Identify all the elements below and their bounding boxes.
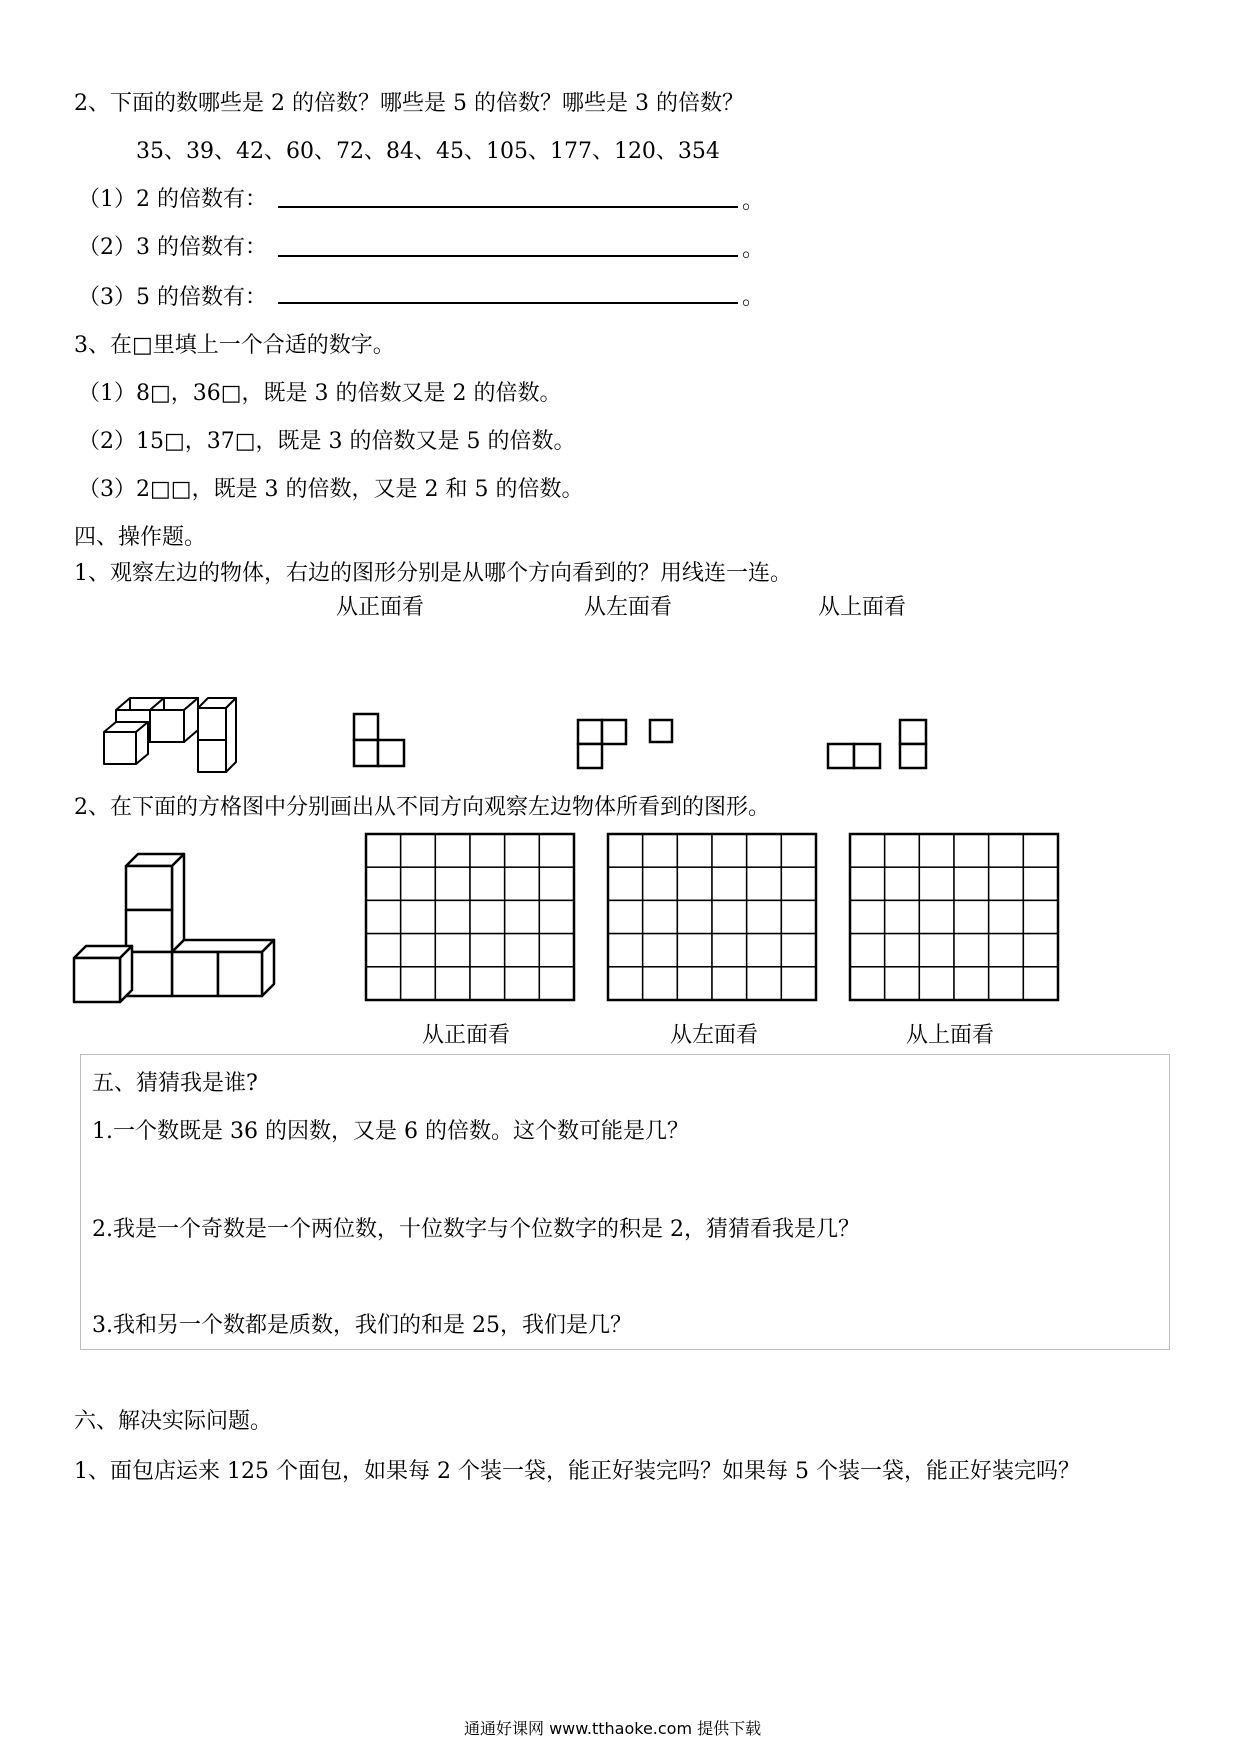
answer-line-3[interactable] xyxy=(278,302,738,304)
grid-cell[interactable] xyxy=(954,934,989,967)
grid-cell[interactable] xyxy=(954,900,989,933)
grid-cell[interactable] xyxy=(435,967,470,1000)
grid-cell[interactable] xyxy=(885,934,920,967)
grid-label-left: 从左面看 xyxy=(670,1023,759,1048)
grid-cell[interactable] xyxy=(850,834,885,867)
grid-cell[interactable] xyxy=(919,834,954,867)
grid-cell[interactable] xyxy=(885,867,920,900)
q2-title: 2、下面的数哪些是 2 的倍数？哪些是 5 的倍数？哪些是 3 的倍数？ xyxy=(74,91,744,116)
grid-cell[interactable] xyxy=(850,934,885,967)
grid-cell[interactable] xyxy=(643,934,678,967)
grid-cell[interactable] xyxy=(712,834,747,867)
grid-cell[interactable] xyxy=(539,867,574,900)
grid-cell[interactable] xyxy=(366,834,401,867)
section5-box xyxy=(80,1054,1170,1350)
grid-cell[interactable] xyxy=(470,934,505,967)
grid-cell[interactable] xyxy=(1023,967,1058,1000)
grid-cell[interactable] xyxy=(505,900,540,933)
q1-stack-figure xyxy=(194,696,238,774)
grid-cell[interactable] xyxy=(401,834,436,867)
grid-cell[interactable] xyxy=(781,867,816,900)
grid-cell[interactable] xyxy=(435,934,470,967)
grid-cell[interactable] xyxy=(608,900,643,933)
grid-cell[interactable] xyxy=(919,967,954,1000)
grid-cell[interactable] xyxy=(539,967,574,1000)
grid-cell[interactable] xyxy=(1023,934,1058,967)
grid-cell[interactable] xyxy=(608,834,643,867)
q3-item-1: （1）8□，36□，既是 3 的倍数又是 2 的倍数。 xyxy=(78,381,562,406)
grid-cell[interactable] xyxy=(677,967,712,1000)
grid-cell[interactable] xyxy=(781,834,816,867)
grid-cell[interactable] xyxy=(401,900,436,933)
grid-cell[interactable] xyxy=(885,967,920,1000)
grid-cell[interactable] xyxy=(747,867,782,900)
grid-cell[interactable] xyxy=(401,967,436,1000)
grid-cell[interactable] xyxy=(401,867,436,900)
grid-cell[interactable] xyxy=(954,867,989,900)
grid-cell[interactable] xyxy=(1023,867,1058,900)
grid-cell[interactable] xyxy=(919,934,954,967)
grid-cell[interactable] xyxy=(643,967,678,1000)
view-shape-e xyxy=(898,718,930,774)
grid-cell[interactable] xyxy=(505,967,540,1000)
grid-cell[interactable] xyxy=(539,834,574,867)
grid-cell[interactable] xyxy=(885,834,920,867)
grid-cell[interactable] xyxy=(747,834,782,867)
view-shape-a xyxy=(352,712,408,768)
grid-cell[interactable] xyxy=(677,834,712,867)
grid-cell[interactable] xyxy=(712,900,747,933)
grid-cell[interactable] xyxy=(850,867,885,900)
view-label-left: 从左面看 xyxy=(584,595,673,620)
grid-cell[interactable] xyxy=(366,867,401,900)
grid-cell[interactable] xyxy=(747,934,782,967)
grid-cell[interactable] xyxy=(954,967,989,1000)
grid-cell[interactable] xyxy=(608,967,643,1000)
grid-cell[interactable] xyxy=(539,900,574,933)
grid-top[interactable] xyxy=(848,832,1060,1002)
q2-item-2-label: （2）3 的倍数有： xyxy=(78,235,267,260)
section5-item-3: 3.我和另一个数都是质数，我们的和是 25，我们是几？ xyxy=(92,1313,632,1338)
grid-cell[interactable] xyxy=(989,900,1024,933)
grid-cell[interactable] xyxy=(919,867,954,900)
grid-cell[interactable] xyxy=(470,900,505,933)
grid-cell[interactable] xyxy=(643,834,678,867)
grid-cell[interactable] xyxy=(505,867,540,900)
grid-cell[interactable] xyxy=(850,967,885,1000)
grid-cell[interactable] xyxy=(1023,834,1058,867)
q2-solid-figure xyxy=(68,850,278,1000)
q3-title: 3、在□里填上一个合适的数字。 xyxy=(74,333,395,358)
grid-cell[interactable] xyxy=(366,967,401,1000)
section6-q1: 1、面包店运来 125 个面包，如果每 2 个装一袋，能正好装完吗？如果每 5 个装一袋，能正好装完吗？ xyxy=(74,1459,1080,1484)
grid-cell[interactable] xyxy=(885,900,920,933)
section4-heading: 四、操作题。 xyxy=(74,525,207,550)
grid-label-top: 从上面看 xyxy=(906,1023,995,1048)
q3-item-2: （2）15□，37□，既是 3 的倍数又是 5 的倍数。 xyxy=(78,429,576,454)
grid-cell[interactable] xyxy=(366,934,401,967)
q2-item-2-end: 。 xyxy=(742,237,765,262)
grid-cell[interactable] xyxy=(435,900,470,933)
grid-cell[interactable] xyxy=(954,834,989,867)
section5-item-2: 2.我是一个奇数是一个两位数，十位数字与个位数字的积是 2，猜猜看我是几？ xyxy=(92,1217,860,1242)
grid-cell[interactable] xyxy=(505,834,540,867)
grid-cell[interactable] xyxy=(470,867,505,900)
answer-line-2[interactable] xyxy=(278,255,738,257)
q2-numbers: 35、39、42、60、72、84、45、105、177、120、354 xyxy=(136,139,720,164)
view-label-top: 从上面看 xyxy=(818,595,907,620)
grid-cell[interactable] xyxy=(781,900,816,933)
q2-item-1-label: （1）2 的倍数有： xyxy=(78,187,267,212)
grid-cell[interactable] xyxy=(747,900,782,933)
grid-cell[interactable] xyxy=(677,867,712,900)
grid-cell[interactable] xyxy=(989,834,1024,867)
view-label-front: 从正面看 xyxy=(336,595,425,620)
section4-q1-title: 1、观察左边的物体，右边的图形分别是从哪个方向看到的？用线连一连。 xyxy=(74,561,792,586)
view-shape-d xyxy=(826,740,882,772)
grid-cell[interactable] xyxy=(781,967,816,1000)
grid-cell[interactable] xyxy=(712,867,747,900)
section5-item-1: 1.一个数既是 36 的因数，又是 6 的倍数。这个数可能是几？ xyxy=(92,1119,689,1144)
grid-label-front: 从正面看 xyxy=(422,1023,511,1048)
grid-cell[interactable] xyxy=(850,900,885,933)
section5-heading: 五、猜猜我是谁? xyxy=(92,1071,258,1096)
grid-cell[interactable] xyxy=(781,934,816,967)
footer-text: 通通好课网 www.tthaoke.com 提供下载 xyxy=(464,1719,762,1738)
grid-cell[interactable] xyxy=(505,934,540,967)
grid-cell[interactable] xyxy=(608,934,643,967)
section6-heading: 六、解决实际问题。 xyxy=(74,1409,273,1434)
grid-cell[interactable] xyxy=(643,867,678,900)
grid-cell[interactable] xyxy=(539,934,574,967)
q2-item-3-label: （3）5 的倍数有： xyxy=(78,285,267,310)
grid-cell[interactable] xyxy=(677,934,712,967)
grid-cell[interactable] xyxy=(747,967,782,1000)
grid-front[interactable] xyxy=(364,832,576,1002)
view-shape-c xyxy=(648,718,676,744)
grid-cell[interactable] xyxy=(989,934,1024,967)
grid-cell[interactable] xyxy=(919,900,954,933)
view-shape-b xyxy=(576,718,636,770)
grid-cell[interactable] xyxy=(677,900,712,933)
grid-cell[interactable] xyxy=(989,967,1024,1000)
grid-cell[interactable] xyxy=(712,934,747,967)
q2-item-3-end: 。 xyxy=(742,285,765,310)
grid-cell[interactable] xyxy=(401,934,436,967)
grid-cell[interactable] xyxy=(608,867,643,900)
grid-cell[interactable] xyxy=(470,967,505,1000)
grid-cell[interactable] xyxy=(712,967,747,1000)
grid-cell[interactable] xyxy=(643,900,678,933)
grid-cell[interactable] xyxy=(989,867,1024,900)
q3-item-3: （3）2□□，既是 3 的倍数，又是 2 和 5 的倍数。 xyxy=(78,477,584,502)
answer-line-1[interactable] xyxy=(278,206,738,208)
grid-cell[interactable] xyxy=(435,867,470,900)
section4-q2-title: 2、在下面的方格图中分别画出从不同方向观察左边物体所看到的图形。 xyxy=(74,795,770,820)
grid-cell[interactable] xyxy=(435,834,470,867)
grid-left[interactable] xyxy=(606,832,818,1002)
grid-cell[interactable] xyxy=(1023,900,1058,933)
grid-cell[interactable] xyxy=(470,834,505,867)
q2-item-1-end: 。 xyxy=(742,189,765,214)
grid-cell[interactable] xyxy=(366,900,401,933)
